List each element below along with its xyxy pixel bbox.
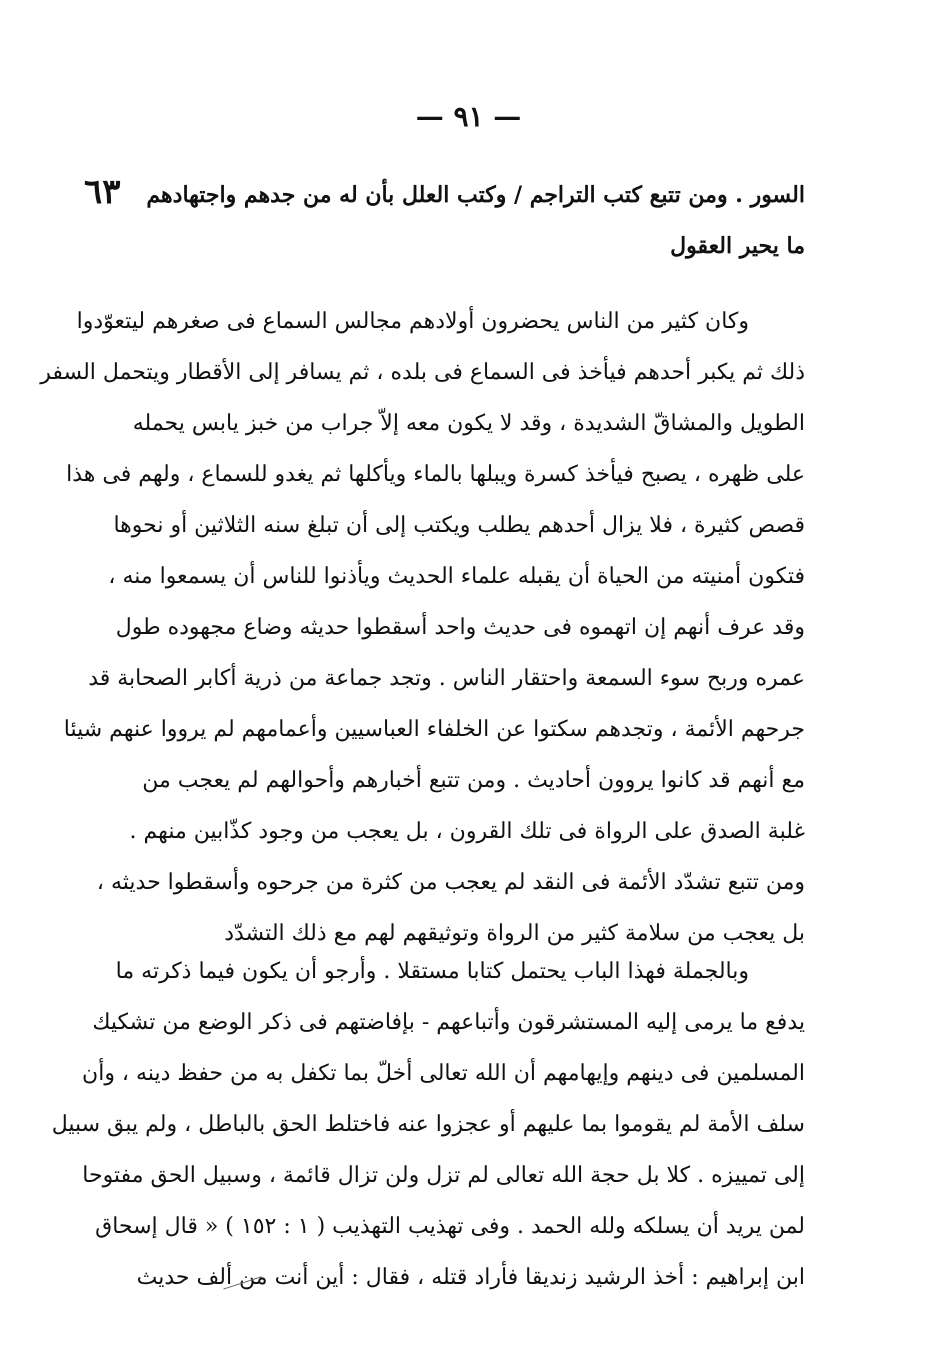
text-line: وقد عرف أنهم إن اتهموه فى حديث واحد أسقطوا حديثه وضاع مجهوده طول — [115, 615, 805, 640]
text-line: قصص كثيرة ، فلا يزال أحدهم يطلب ويكتب إلى أن تبلغ سنه الثلاثين أو نحوها — [113, 513, 805, 538]
paragraph-3 — [51, 946, 805, 1303]
text-line: عمره وربح سوء السمعة واحتقار الناس . وتجد جماعة من ذرية أكابر الصحابة قد — [88, 666, 805, 691]
text-line: مع أنهم قد كانوا يروون أحاديث . ومن تتبع أخبارهم وأحوالهم لم يعجب من — [142, 768, 805, 793]
text-line: ابن إبراهيم : أخذ الرشيد زنديقا فأراد قتله ، فقال : أين أنت من ألف حديث — [136, 1265, 805, 1290]
text-line: فتكون أمنيته من الحياة أن يقبله علماء الحديث ويأذنوا للناس أن يسمعوا منه ، — [108, 564, 805, 589]
text-line: الطويل والمشاقّ الشديدة ، وقد لا يكون معه إلاّ جراب من خبز يابس يحمله — [132, 411, 805, 436]
page-number: — ٩١ — — [415, 100, 522, 133]
text-line: على ظهره ، يصبح فيأخذ كسرة ويبلها بالماء ويأكلها ثم يغدو للسماع ، ولهم فى هذا — [66, 462, 805, 487]
text-line: لمن يريد أن يسلكه ولله الحمد . وفى تهذيب التهذيب ( ١ : ١٥٢ ) « قال إسحاق — [95, 1214, 805, 1239]
text-line: جرحهم الأئمة ، وتجدهم سكتوا عن الخلفاء العباسيين وأعمامهم لم يرووا عنهم شيئا — [63, 717, 805, 742]
text-line: سلف الأمة لم يقوموا بما عليهم أو عجزوا عنه فاختلط الحق بالباطل ، ولم يبق سبيل — [51, 1112, 805, 1137]
text-line: وبالجملة فهذا الباب يحتمل كتابا مستقلا . وأرجو أن يكون فيما ذكرته ما — [115, 959, 749, 984]
text-line: السور . ومن تتبع كتب التراجم / وكتب العلل بأن له من جدهم واجتهادهم — [146, 182, 805, 208]
text-line: ما يحير العقول — [670, 233, 805, 259]
text-line: ومن تتبع تشدّد الأئمة فى النقد لم يعجب من كثرة من جرحوه وأسقطوا حديثه ، — [96, 870, 805, 895]
text-line: وكان كثير من الناس يحضرون أولادهم مجالس السماع فى صغرهم ليتعوّدوا — [76, 309, 749, 334]
text-line: المسلمين فى دينهم وإيهامهم أن الله تعالى أخلّ بما تكفل به من حفظ دينه ، وأن — [82, 1061, 805, 1086]
paragraph-2 — [40, 296, 805, 959]
paragraph-1 — [146, 170, 805, 272]
text-line: إلى تمييزه . كلا بل حجة الله تعالى لم تزل ولن تزال قائمة ، وسبيل الحق مفتوحا — [82, 1163, 805, 1188]
text-line: ذلك ثم يكبر أحدهم فيأخذ فى السماع فى بلده ، ثم يسافر إلى الأقطار ويتحمل السفر — [40, 360, 805, 385]
text-line: يدفع ما يرمى إليه المستشرقون وأتباعهم - بإفاضتهم فى ذكر الوضع من تشكيك — [92, 1010, 805, 1035]
text-line: بل يعجب من سلامة كثير من الرواة وتوثيقهم لهم مع ذلك التشدّد — [224, 921, 805, 946]
text-line: غلبة الصدق على الرواة فى تلك القرون ، بل يعجب من وجود كذّابين منهم . — [129, 819, 805, 844]
margin-reference-number: ٦٣ — [84, 172, 121, 212]
